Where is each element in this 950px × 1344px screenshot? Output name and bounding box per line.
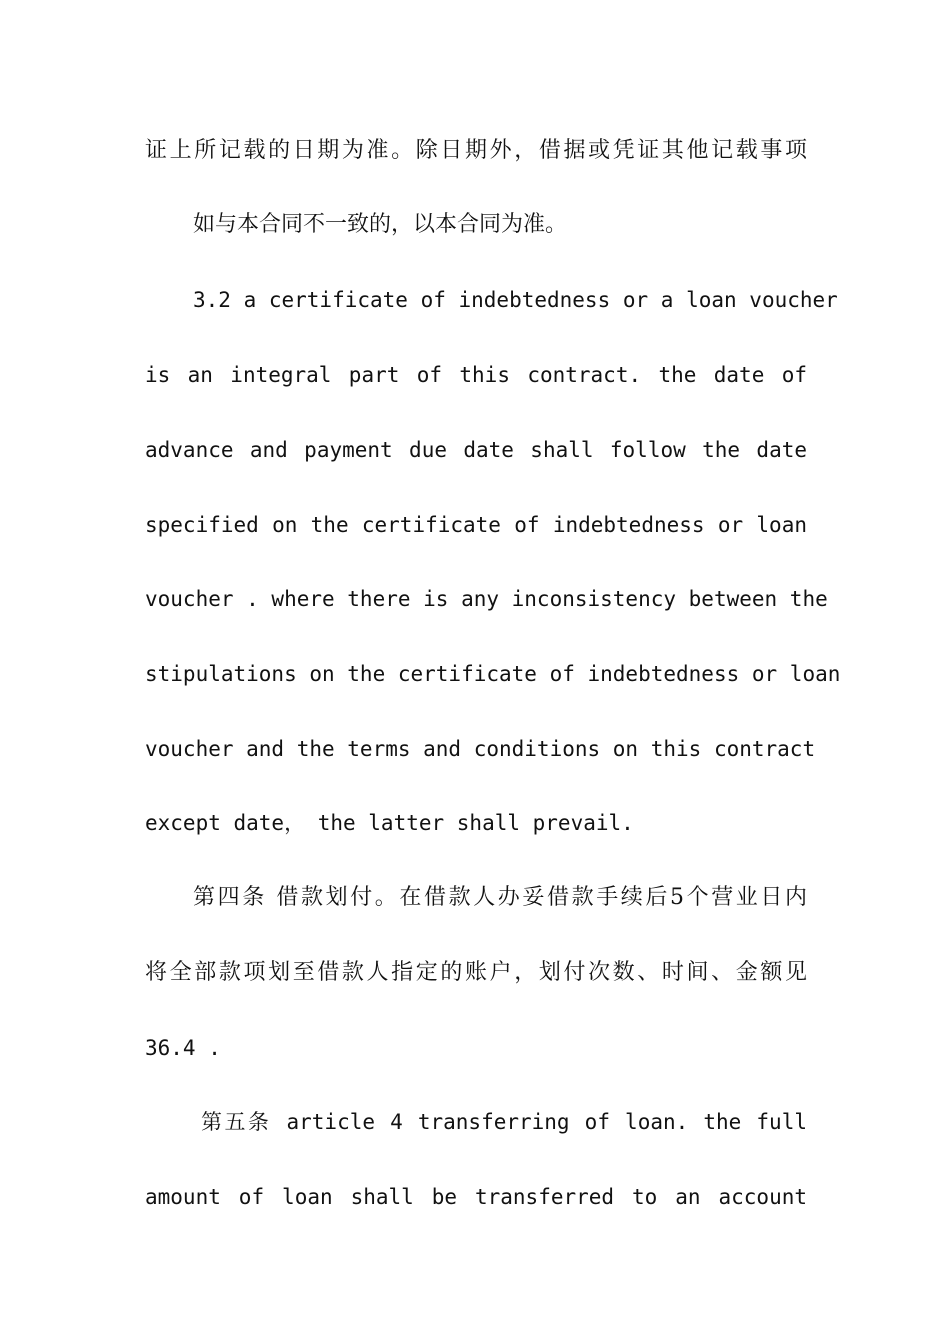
paragraph-line: 3.2 a certificate of indebtedness or a loan voucher [193, 288, 838, 312]
paragraph-line: specified on the certificate of indebtedness or loan [145, 513, 807, 537]
paragraph-line: stipulations on the certificate of indebtedness or loan [145, 662, 841, 686]
paragraph-line: voucher and the terms and conditions on this contract [145, 737, 816, 761]
paragraph-line: voucher . where there is any inconsistency between the [145, 587, 828, 611]
paragraph-line: 第五条 article 4 transferring of loan. the full [201, 1110, 807, 1134]
paragraph-line: 如与本合同不一致的，以本合同为准。 [193, 212, 568, 237]
paragraph-line: 将全部款项划至借款人指定的账户，划付次数、时间、金额见 [145, 960, 807, 985]
paragraph-line: 36.4 . [145, 1036, 221, 1060]
paragraph-line: 证上所记载的日期为准。除日期外，借据或凭证其他记载事项 [145, 138, 807, 163]
paragraph-line: is an integral part of this contract. the date of [145, 363, 807, 387]
paragraph-line: except date， the latter shall prevail. [145, 811, 634, 835]
paragraph-line: amount of loan shall be transferred to an account [145, 1185, 807, 1209]
paragraph-line: 第四条 借款划付。在借款人办妥借款手续后5个营业日内 [193, 885, 807, 910]
paragraph-line: advance and payment due date shall follow the date [145, 438, 807, 462]
